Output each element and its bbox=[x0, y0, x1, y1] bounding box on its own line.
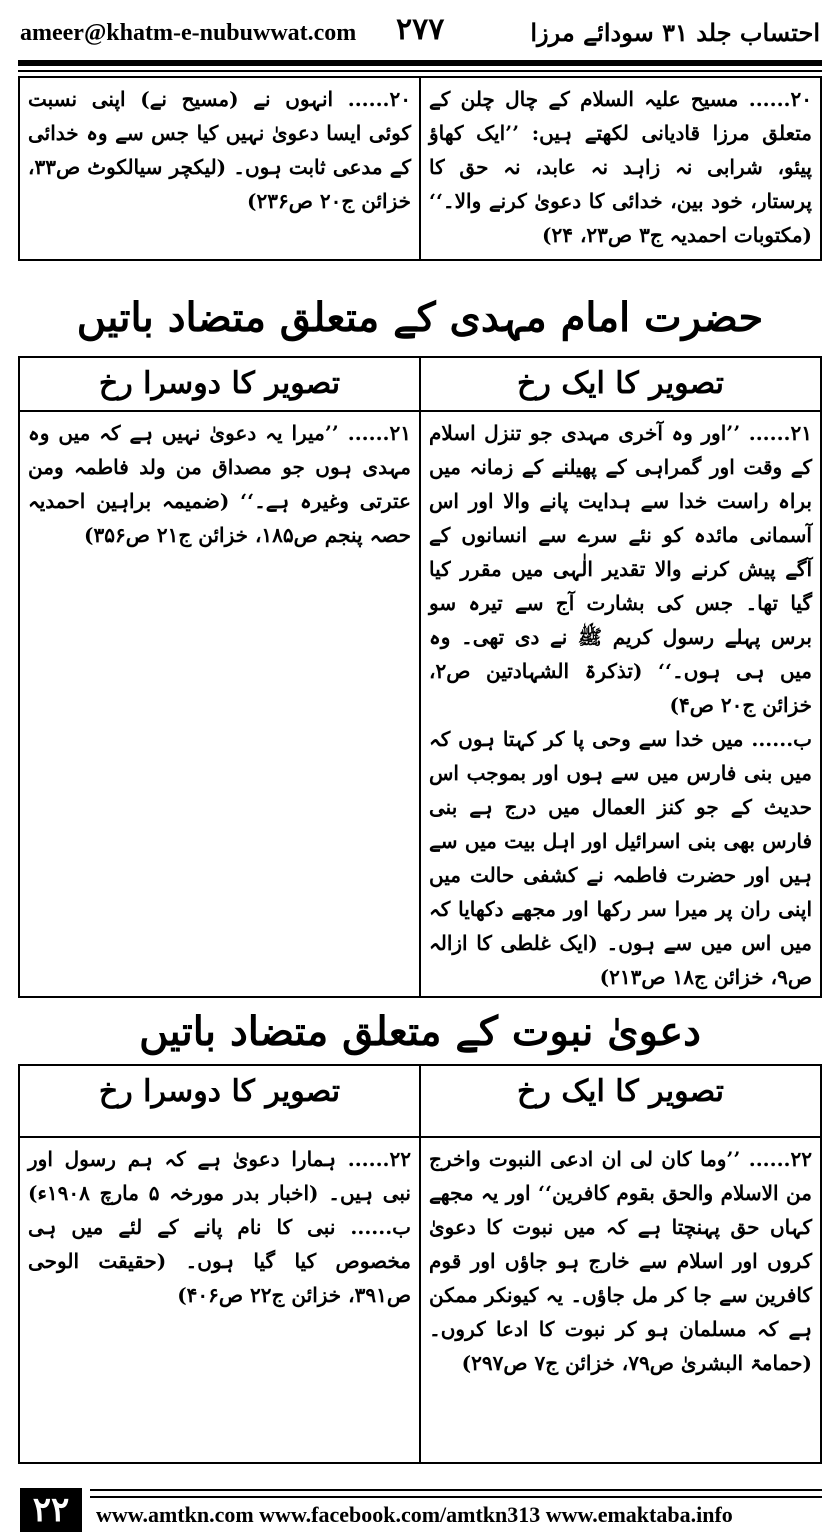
section3-table bbox=[18, 1064, 822, 1464]
section2-table bbox=[18, 356, 822, 998]
section2-right-heading: تصویر کا ایک رخ bbox=[420, 357, 821, 411]
header-rule-thin bbox=[18, 70, 822, 72]
header-email[interactable]: ameer@khatm-e-nubuwwat.com bbox=[20, 20, 357, 46]
section2-right-para-1: ۲۱...... ’’اور وہ آخری مہدی جو تنزل اسلام کے وقت اور گمراہی کے پھیلنے کے زمانہ میں براہ راست خدا سے ہدایت پانے والا اور اس آسمانی مائدہ کو نئے سرے سے انسانوں کے آگے پیش کرنے والا تقدیر الٰہی میں مقرر کیا گیا تھا۔ جس کی بشارت آج سے تیرہ سو برس پہلے رسول کریم ﷺ نے دی تھی۔ وہ میں ہی ہوں۔‘‘ (تذکرۃ الشہادتین ص۲، خزائن ج۲۰ ص۴) bbox=[429, 421, 812, 717]
section1-left-para-1: ۲۰...... انہوں نے (مسیح نے) اپنی نسبت کوئی ایسا دعویٰ نہیں کیا جس سے وہ خدائی کے مدعی ثابت ہوں۔ (لیکچر سیالکوٹ ص۳۳، خزائن ج۲۰ ص۲۳۶) bbox=[28, 87, 411, 213]
section2-left-heading: تصویر کا دوسرا رخ bbox=[19, 357, 420, 411]
section3-left-heading: تصویر کا دوسرا رخ bbox=[19, 1065, 420, 1137]
section3-left-cell bbox=[19, 1137, 420, 1463]
section3-left-para-1: ۲۲...... ہمارا دعویٰ ہے کہ ہم رسول اور نبی ہیں۔ (اخبار بدر مورخہ ۵ مارچ ۱۹۰۸ء) ب...... نبی کا نام پانے کے لئے میں ہی مخصوص کیا گیا ہوں۔ (حقیقت الوحی ص۳۹۱، خزائن ج۲۲ ص۴۰۶) bbox=[28, 1146, 411, 1307]
section3-right-heading: تصویر کا ایک رخ bbox=[420, 1065, 821, 1137]
header-page-number: ۲۷۷ bbox=[396, 12, 445, 47]
section2-left-para-1: ۲۱...... ’’میرا یہ دعویٰ نہیں ہے کہ میں وہ مہدی ہوں جو مصداق من ولد فاطمہ ومن عترتی وغیرہ ہے۔‘‘ (ضمیمہ براہین احمدیہ حصہ پنجم ص۱۸۵، خزائن ج۲۱ ص۳۵۶) bbox=[28, 421, 411, 547]
footer-rule-top-2 bbox=[90, 1496, 822, 1498]
section3-right-para-1: ۲۲...... ’’وما کان لی ان ادعی النبوت واخرج من الاسلام والحق بقوم کافرین‘‘ اور یہ مجھے کہاں حق پہنچتا ہے کہ میں نبوت کا دعویٰ کروں اور اسلام سے خارج ہو جاؤں اور قوم کافرین سے جا کر مل جاؤں۔ یہ کیونکر ممکن ہے کہ مسلمان ہو کر نبوت کا ادعا کروں۔ (حمامۃ البشریٰ ص۷۹، خزائن ج۷ ص۲۹۷) bbox=[429, 1146, 812, 1375]
page-header bbox=[18, 0, 822, 62]
section2-right-para-2: ب...... میں خدا سے وحی پا کر کہتا ہوں کہ میں بنی فارس میں سے ہوں اور بموجب اس حدیث کے جو کنز العمال میں درج ہے بنی فارس بھی بنی اسرائیل اور اہل بیت میں سے ہیں اور حضرت فاطمہ نے کشفی حالت میں اپنی ران پر میرا سر رکھا اور مجھے دکھایا کہ میں اس میں سے ہوں۔ (ایک غلطی کا ازالہ ص۹، خزائن ج۱۸ ص۲۱۳) bbox=[429, 727, 812, 989]
header-book-title: احتساب جلد ۳۱ سودائے مرزا bbox=[530, 18, 820, 47]
footer-page-number: ۲۲ bbox=[20, 1488, 82, 1532]
header-rule bbox=[18, 60, 822, 66]
section1-right-cell bbox=[420, 77, 821, 260]
section3-title: دعویٰ نبوت کے متعلق متضاد باتیں bbox=[139, 1008, 701, 1055]
section3-right-cell bbox=[420, 1137, 821, 1463]
section1-left-cell bbox=[19, 77, 420, 260]
section2-title: حضرت امام مہدی کے متعلق متضاد باتیں bbox=[76, 294, 764, 341]
section2-right-cell bbox=[420, 411, 821, 997]
footer-links[interactable]: www.amtkn.com www.facebook.com/amtkn313 www.emaktaba.info bbox=[96, 1502, 733, 1527]
section1-right-para-1: ۲۰...... مسیح علیہ السلام کے چال چلن کے متعلق مرزا قادیانی لکھتے ہیں: ’’ایک کھاؤ پیئو، شرابی نہ زاہد نہ عابد، نہ حق کا پرستار، خود بین، خدائی کا دعویٰ کرنے والا۔‘‘ (مکتوبات احمدیہ ج۳ ص۲۳، ۲۴) bbox=[429, 87, 812, 247]
section2-left-cell bbox=[19, 411, 420, 997]
footer-rule-top bbox=[90, 1489, 822, 1491]
section1-table bbox=[18, 76, 822, 261]
